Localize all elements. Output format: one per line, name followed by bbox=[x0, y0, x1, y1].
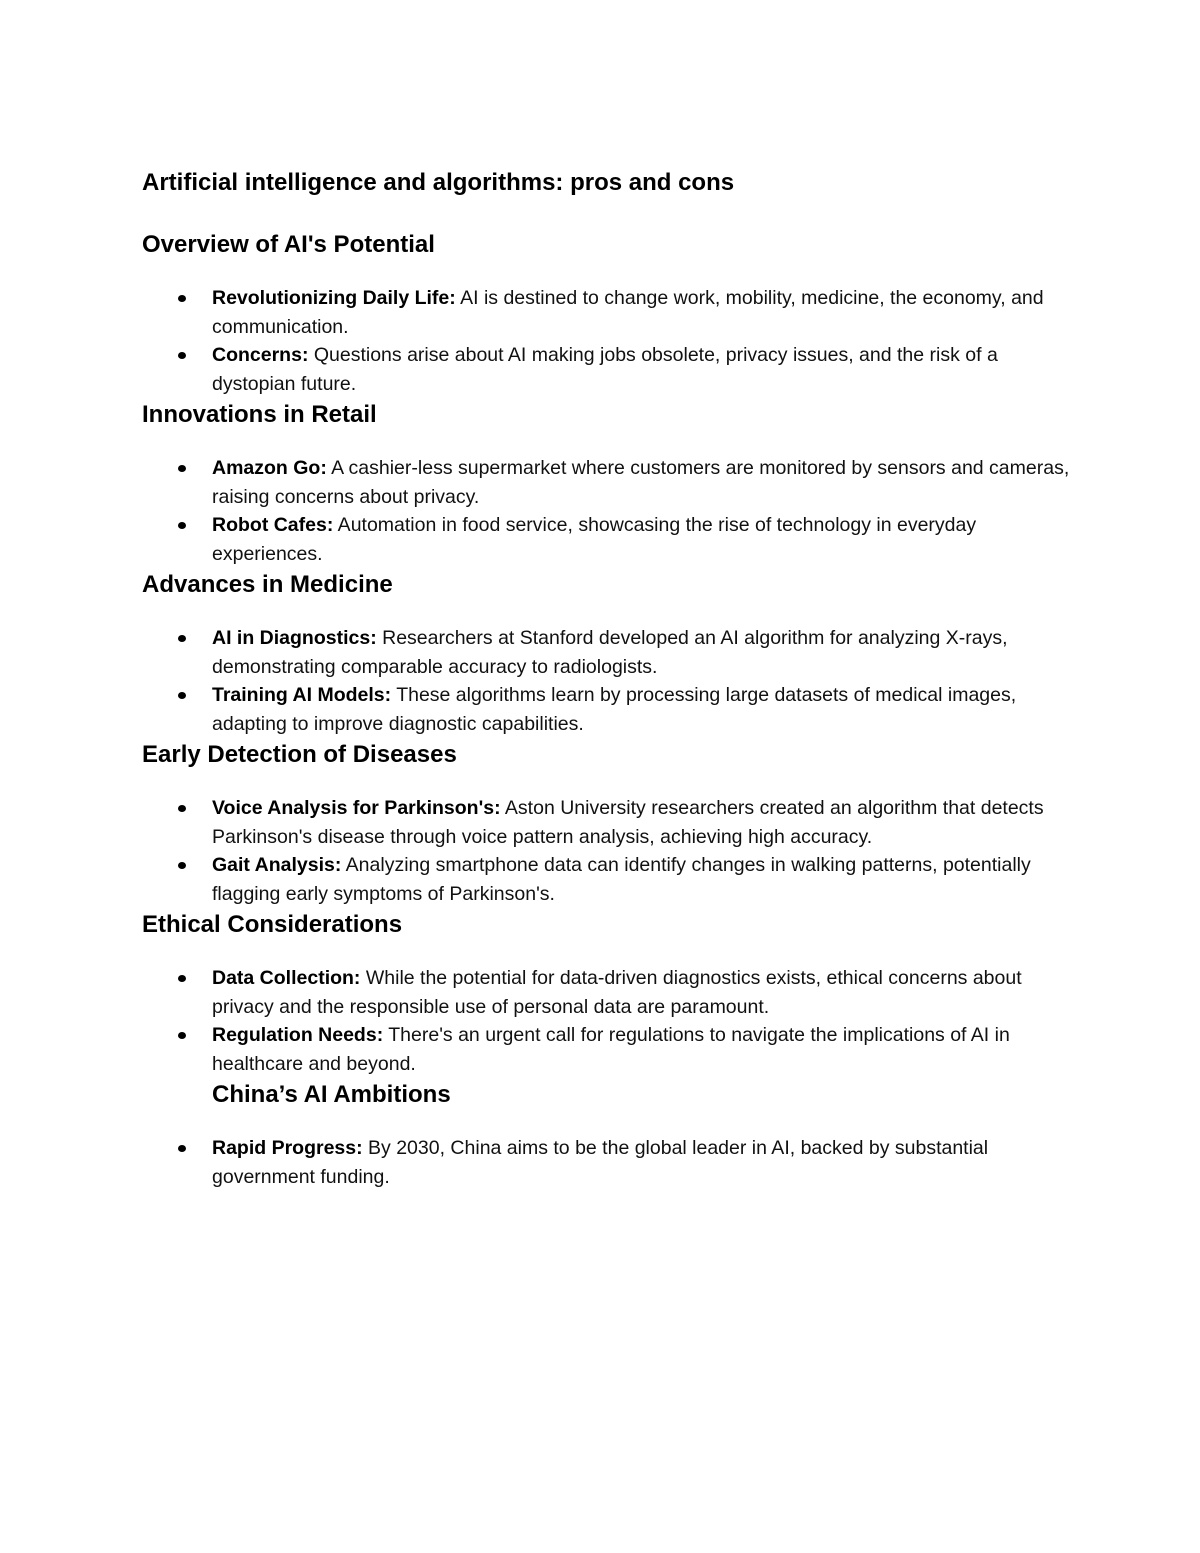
section-heading-early-detection: Early Detection of Diseases bbox=[142, 741, 457, 768]
list-item bbox=[142, 1021, 1072, 1078]
item-term: Rapid Progress: bbox=[212, 1137, 363, 1159]
item-text: There's an urgent call for regulations to navigate the implications of AI in healthcare and beyond. bbox=[212, 1024, 1010, 1075]
bullet-icon bbox=[178, 692, 186, 699]
item-text: By 2030, China aims to be the global leader in AI, backed by substantial government funding. bbox=[212, 1137, 989, 1188]
item-text: Automation in food service, showcasing the rise of technology in everyday experiences. bbox=[212, 514, 977, 565]
bullet-icon bbox=[178, 805, 186, 812]
bullet-icon bbox=[178, 352, 186, 359]
item-text: These algorithms learn by processing large datasets of medical images, adapting to improve diagnostic capabilities. bbox=[212, 684, 1017, 735]
section-heading-medicine: Advances in Medicine bbox=[142, 571, 393, 598]
list-item bbox=[142, 964, 1072, 1021]
document-title: Artificial intelligence and algorithms: pros and cons bbox=[142, 169, 735, 196]
list-item bbox=[142, 1134, 1072, 1191]
bullet-icon bbox=[178, 975, 186, 982]
bullet-icon bbox=[178, 862, 186, 869]
list-item bbox=[142, 851, 1072, 908]
item-term: Revolutionizing Daily Life: bbox=[212, 287, 456, 309]
item-term: Concerns: bbox=[212, 344, 309, 366]
item-text: Questions arise about AI making jobs obsolete, privacy issues, and the risk of a dystopian future. bbox=[212, 344, 998, 395]
section-heading-retail: Innovations in Retail bbox=[142, 401, 377, 428]
list-item bbox=[142, 681, 1072, 738]
item-text: While the potential for data-driven diagnostics exists, ethical concerns about privacy and the responsible use of personal data are paramount. bbox=[212, 967, 1022, 1018]
item-text: Analyzing smartphone data can identify changes in walking patterns, potentially flagging early symptoms of Parkinson's. bbox=[212, 854, 1031, 905]
bullet-list-overview bbox=[142, 284, 1072, 398]
bullet-list-early-detection bbox=[142, 794, 1072, 908]
item-term: Voice Analysis for Parkinson's: bbox=[212, 797, 501, 819]
item-text: A cashier-less supermarket where customers are monitored by sensors and cameras, raising concerns about privacy. bbox=[212, 457, 1070, 508]
list-item bbox=[142, 454, 1072, 511]
item-term: Amazon Go: bbox=[212, 457, 327, 479]
bullet-list-ethics bbox=[142, 964, 1072, 1078]
section-heading-china: China’s AI Ambitions bbox=[212, 1081, 451, 1108]
bullet-icon bbox=[178, 1032, 186, 1039]
bullet-icon bbox=[178, 635, 186, 642]
bullet-icon bbox=[178, 522, 186, 529]
list-item bbox=[142, 341, 1072, 398]
item-text: Researchers at Stanford developed an AI algorithm for analyzing X-rays, demonstrating comparable accuracy to radiologists. bbox=[212, 627, 1008, 678]
section-heading-overview: Overview of AI's Potential bbox=[142, 231, 435, 258]
bullet-icon bbox=[178, 465, 186, 472]
bullet-icon bbox=[178, 1145, 186, 1152]
item-term: Training AI Models: bbox=[212, 684, 392, 706]
item-term: Regulation Needs: bbox=[212, 1024, 384, 1046]
section-heading-ethics: Ethical Considerations bbox=[142, 911, 403, 938]
list-item bbox=[142, 624, 1072, 681]
item-term: Data Collection: bbox=[212, 967, 361, 989]
list-item bbox=[142, 511, 1072, 568]
item-term: Robot Cafes: bbox=[212, 514, 334, 536]
list-item bbox=[142, 284, 1072, 341]
item-text: AI is destined to change work, mobility, medicine, the economy, and communication. bbox=[212, 287, 1044, 338]
bullet-icon bbox=[178, 295, 186, 302]
bullet-list-retail bbox=[142, 454, 1072, 568]
item-term: AI in Diagnostics: bbox=[212, 627, 377, 649]
item-term: Gait Analysis: bbox=[212, 854, 342, 876]
bullet-list-medicine bbox=[142, 624, 1072, 738]
document-page bbox=[142, 166, 1072, 1191]
bullet-list-china bbox=[142, 1134, 1072, 1191]
list-item bbox=[142, 794, 1072, 851]
item-text: Aston University researchers created an algorithm that detects Parkinson's disease through voice pattern analysis, achieving high accuracy. bbox=[212, 797, 1044, 848]
